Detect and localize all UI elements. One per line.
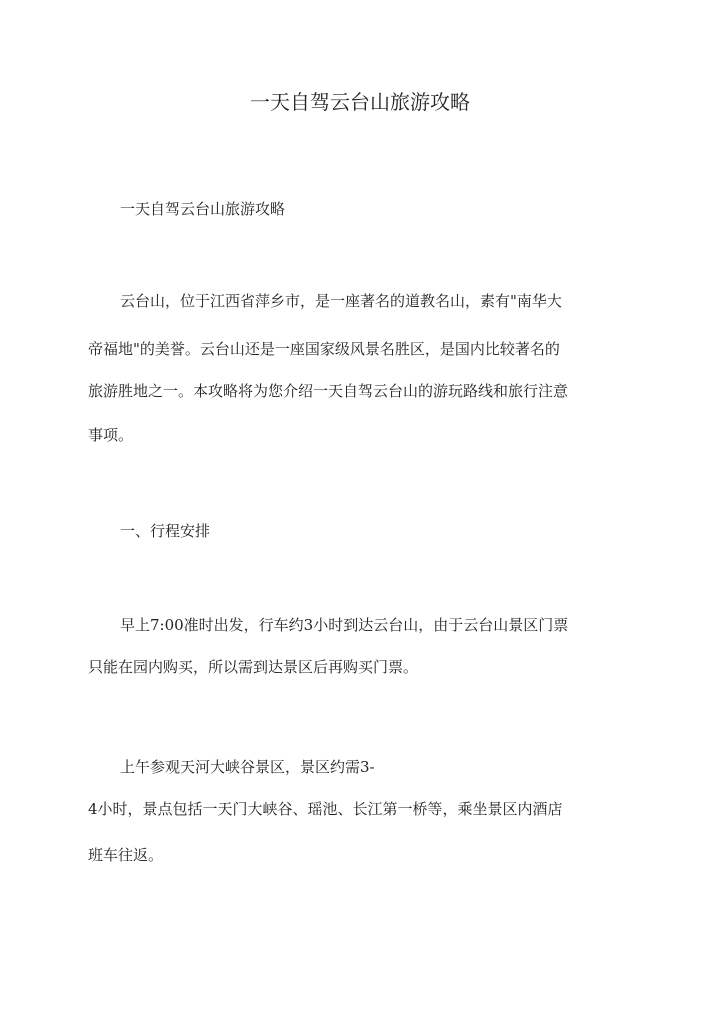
intro-line-4: 事项。 bbox=[88, 426, 134, 444]
intro-line-1: 云台山，位于江西省萍乡市，是一座著名的道教名山，素有"南华大 bbox=[120, 292, 562, 310]
document-title: 一天自驾云台山旅游攻略 bbox=[250, 90, 470, 114]
forenoon-line-3: 班车往返。 bbox=[88, 846, 164, 864]
intro-line-2: 帝福地"的美誉。云台山还是一座国家级风景名胜区，是国内比较著名的 bbox=[88, 340, 560, 358]
intro-line-3: 旅游胜地之一。本攻略将为您介绍一天自驾云台山的游玩路线和旅行注意 bbox=[88, 382, 569, 400]
forenoon-line-2: 4小时，景点包括一天门大峡谷、瑶池、长江第一桥等，乘坐景区内酒店 bbox=[88, 800, 563, 818]
morning-line-2: 只能在园内购买，所以需到达景区后再购买门票。 bbox=[88, 658, 419, 676]
document-subtitle: 一天自驾云台山旅游攻略 bbox=[120, 200, 286, 218]
morning-line-1: 早上7:00准时出发，行车约3小时到达云台山，由于云台山景区门票 bbox=[120, 616, 569, 634]
forenoon-line-1: 上午参观天河大峡谷景区，景区约需3- bbox=[120, 758, 375, 776]
section-heading: 一、行程安排 bbox=[120, 522, 211, 540]
